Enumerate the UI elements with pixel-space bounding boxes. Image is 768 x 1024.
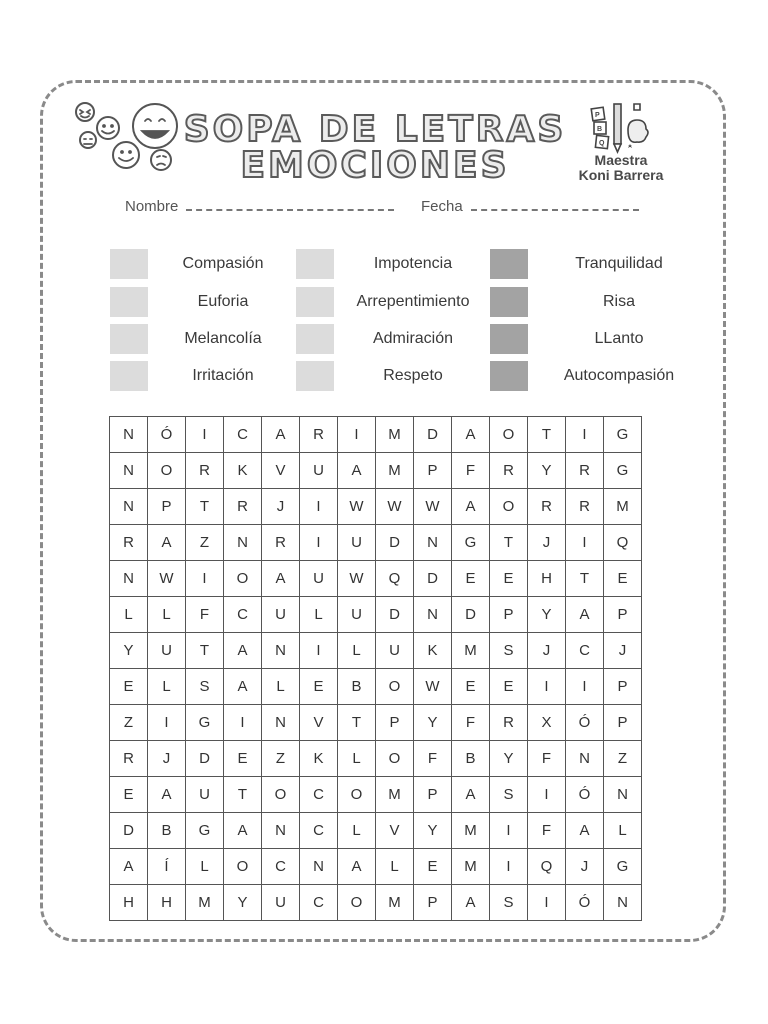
name-blank[interactable] xyxy=(186,197,394,211)
highlight-swatch[interactable] xyxy=(490,324,528,354)
grid-cell[interactable]: L xyxy=(338,741,376,777)
grid-cell[interactable]: X xyxy=(528,705,566,741)
grid-cell[interactable]: E xyxy=(452,669,490,705)
grid-cell[interactable]: K xyxy=(300,741,338,777)
grid-cell[interactable]: I xyxy=(300,525,338,561)
grid-cell[interactable]: Q xyxy=(528,849,566,885)
svg-text:P: P xyxy=(595,112,600,119)
grid-cell[interactable]: N xyxy=(110,561,148,597)
grid-cell[interactable]: P xyxy=(376,705,414,741)
grid-row xyxy=(110,885,642,921)
grid-cell[interactable]: C xyxy=(224,417,262,453)
word-item: Melancolía xyxy=(184,330,262,347)
grid-cell[interactable]: U xyxy=(338,597,376,633)
grid-cell[interactable]: H xyxy=(148,885,186,921)
grid-cell[interactable]: C xyxy=(300,813,338,849)
grid-cell[interactable]: J xyxy=(148,741,186,777)
grid-cell[interactable]: D xyxy=(376,525,414,561)
grid-cell[interactable]: A xyxy=(452,489,490,525)
word-item: LLanto xyxy=(594,330,644,347)
grid-cell[interactable]: I xyxy=(300,633,338,669)
word-item: Arrepentimiento xyxy=(356,293,470,310)
grid-cell[interactable]: L xyxy=(338,633,376,669)
grid-cell[interactable]: U xyxy=(262,885,300,921)
grid-cell[interactable]: E xyxy=(490,669,528,705)
grid-cell[interactable]: M xyxy=(604,489,642,525)
grid-cell[interactable]: Z xyxy=(604,741,642,777)
grid-cell[interactable]: A xyxy=(338,849,376,885)
grid-cell[interactable]: B xyxy=(148,813,186,849)
grid-cell[interactable]: N xyxy=(566,741,604,777)
grid-cell[interactable]: I xyxy=(528,669,566,705)
grid-cell[interactable]: I xyxy=(566,417,604,453)
grid-cell[interactable]: L xyxy=(376,849,414,885)
grid-cell[interactable]: H xyxy=(110,885,148,921)
grid-cell[interactable]: E xyxy=(414,849,452,885)
grid-cell[interactable]: C xyxy=(566,633,604,669)
grid-cell[interactable]: I xyxy=(186,417,224,453)
grid-cell[interactable]: Z xyxy=(186,525,224,561)
grid-cell[interactable]: K xyxy=(224,453,262,489)
word-item: Risa xyxy=(602,293,635,310)
grid-cell[interactable]: F xyxy=(452,705,490,741)
grid-cell[interactable]: L xyxy=(604,813,642,849)
grid-cell[interactable]: Y xyxy=(528,453,566,489)
grid-cell[interactable]: W xyxy=(414,489,452,525)
grid-cell[interactable]: G xyxy=(604,849,642,885)
grid-cell[interactable]: N xyxy=(604,885,642,921)
grid-cell[interactable]: A xyxy=(338,453,376,489)
grid-cell[interactable]: A xyxy=(224,669,262,705)
grid-cell[interactable]: T xyxy=(224,777,262,813)
grid-cell[interactable]: U xyxy=(148,633,186,669)
grid-cell[interactable]: D xyxy=(376,597,414,633)
grid-row xyxy=(110,489,642,525)
grid-row xyxy=(110,849,642,885)
grid-cell[interactable]: L xyxy=(300,597,338,633)
grid-cell[interactable]: C xyxy=(262,849,300,885)
date-blank[interactable] xyxy=(471,197,639,211)
word-row xyxy=(110,287,655,317)
grid-row xyxy=(110,741,642,777)
grid-cell[interactable]: O xyxy=(262,777,300,813)
grid-cell[interactable]: A xyxy=(110,849,148,885)
grid-cell[interactable]: R xyxy=(566,453,604,489)
grid-cell[interactable]: A xyxy=(452,777,490,813)
grid-cell[interactable]: Z xyxy=(262,741,300,777)
grid-cell[interactable]: I xyxy=(186,561,224,597)
title-line-1: SOPA DE LETRAS xyxy=(183,109,567,150)
grid-cell[interactable]: D xyxy=(110,813,148,849)
grid-cell[interactable]: S xyxy=(490,777,528,813)
word-item: Respeto xyxy=(383,367,443,384)
grid-row xyxy=(110,417,642,453)
grid-cell[interactable]: N xyxy=(262,813,300,849)
grid-cell[interactable]: R xyxy=(224,489,262,525)
grid-cell[interactable]: T xyxy=(186,633,224,669)
grid-cell[interactable]: N xyxy=(110,489,148,525)
grid-cell[interactable]: E xyxy=(452,561,490,597)
grid-cell[interactable]: Ó xyxy=(566,777,604,813)
grid-cell[interactable]: N xyxy=(224,525,262,561)
grid-cell[interactable]: V xyxy=(300,705,338,741)
brand-name-line-1: Maestra xyxy=(594,152,648,168)
highlight-swatch[interactable] xyxy=(490,249,528,279)
grid-cell[interactable]: O xyxy=(224,561,262,597)
grid-cell[interactable]: L xyxy=(148,597,186,633)
grid-cell[interactable]: R xyxy=(566,489,604,525)
grid-cell[interactable]: L xyxy=(186,849,224,885)
grid-row xyxy=(110,669,642,705)
grid-cell[interactable]: P xyxy=(414,453,452,489)
grid-cell[interactable]: F xyxy=(186,597,224,633)
grid-cell[interactable]: Q xyxy=(604,525,642,561)
name-field[interactable] xyxy=(125,197,394,215)
grid-cell[interactable]: M xyxy=(186,885,224,921)
grid-cell[interactable]: M xyxy=(376,453,414,489)
grid-cell[interactable]: S xyxy=(186,669,224,705)
grid-cell[interactable]: I xyxy=(566,525,604,561)
grid-cell[interactable]: D xyxy=(186,741,224,777)
grid-cell[interactable]: R xyxy=(110,741,148,777)
grid-row xyxy=(110,561,642,597)
grid-cell[interactable]: I xyxy=(338,417,376,453)
grid-cell[interactable]: Q xyxy=(376,561,414,597)
grid-cell[interactable]: A xyxy=(224,813,262,849)
grid-row xyxy=(110,777,642,813)
grid-cell[interactable]: J xyxy=(262,489,300,525)
word-row xyxy=(110,324,655,354)
svg-text:Q: Q xyxy=(599,140,605,147)
grid-cell[interactable]: T xyxy=(528,417,566,453)
grid-cell[interactable]: P xyxy=(148,489,186,525)
title-line-2: EMOCIONES xyxy=(240,145,510,186)
brand-name-line-2: Koni Barrera xyxy=(578,167,664,183)
highlight-swatch[interactable] xyxy=(490,287,528,317)
grid-cell[interactable]: I xyxy=(224,705,262,741)
grid-cell[interactable]: N xyxy=(414,525,452,561)
grid-cell[interactable]: U xyxy=(376,633,414,669)
grid-cell[interactable]: Ó xyxy=(566,705,604,741)
grid-cell[interactable]: A xyxy=(452,885,490,921)
grid-cell[interactable]: T xyxy=(490,525,528,561)
grid-cell[interactable]: L xyxy=(262,669,300,705)
grid-cell[interactable]: N xyxy=(110,417,148,453)
date-label: Fecha xyxy=(421,198,463,215)
grid-cell[interactable]: G xyxy=(604,417,642,453)
grid-cell[interactable]: L xyxy=(110,597,148,633)
grid-cell[interactable]: P xyxy=(604,705,642,741)
grid-cell[interactable]: E xyxy=(110,777,148,813)
grid-cell[interactable]: Y xyxy=(414,813,452,849)
grid-cell[interactable]: P xyxy=(490,597,528,633)
word-item: Compasión xyxy=(182,255,264,272)
grid-cell[interactable]: P xyxy=(604,597,642,633)
grid-cell[interactable]: C xyxy=(300,777,338,813)
grid-cell[interactable]: A xyxy=(224,633,262,669)
grid-cell[interactable]: O xyxy=(338,885,376,921)
grid-cell[interactable]: O xyxy=(490,417,528,453)
grid-cell[interactable]: A xyxy=(452,417,490,453)
grid-cell[interactable]: L xyxy=(338,813,376,849)
grid-cell[interactable]: E xyxy=(490,561,528,597)
grid-cell[interactable]: M xyxy=(452,633,490,669)
grid-cell[interactable]: N xyxy=(604,777,642,813)
grid-cell[interactable]: U xyxy=(262,597,300,633)
grid-cell[interactable]: Y xyxy=(414,705,452,741)
grid-cell[interactable]: Z xyxy=(110,705,148,741)
grid-cell[interactable]: D xyxy=(452,597,490,633)
grid-cell[interactable]: G xyxy=(186,813,224,849)
grid-row xyxy=(110,597,642,633)
grid-cell[interactable]: R xyxy=(490,705,528,741)
grid-cell[interactable]: O xyxy=(338,777,376,813)
grid-cell[interactable]: Y xyxy=(490,741,528,777)
grid-cell[interactable]: C xyxy=(224,597,262,633)
grid-cell[interactable]: M xyxy=(376,417,414,453)
grid-cell[interactable]: R xyxy=(262,525,300,561)
word-item: Impotencia xyxy=(373,255,453,272)
grid-cell[interactable]: F xyxy=(528,741,566,777)
grid-cell[interactable]: G xyxy=(186,705,224,741)
grid-cell[interactable]: F xyxy=(414,741,452,777)
name-label: Nombre xyxy=(125,198,179,215)
grid-row xyxy=(110,813,642,849)
grid-cell[interactable]: E xyxy=(300,669,338,705)
grid-cell[interactable]: N xyxy=(414,597,452,633)
grid-cell[interactable]: I xyxy=(490,849,528,885)
grid-cell[interactable]: J xyxy=(604,633,642,669)
grid-cell[interactable]: I xyxy=(490,813,528,849)
grid-cell[interactable]: R xyxy=(300,417,338,453)
grid-cell[interactable]: N xyxy=(300,849,338,885)
grid-cell[interactable]: M xyxy=(452,813,490,849)
word-row xyxy=(110,361,675,391)
grid-cell[interactable]: O xyxy=(490,489,528,525)
grid-cell[interactable]: S xyxy=(490,633,528,669)
grid-cell[interactable]: W xyxy=(338,561,376,597)
grid-cell[interactable]: A xyxy=(262,417,300,453)
grid-cell[interactable]: M xyxy=(452,849,490,885)
grid-cell[interactable]: I xyxy=(566,669,604,705)
grid-cell[interactable]: M xyxy=(376,777,414,813)
grid-cell[interactable]: P xyxy=(604,669,642,705)
grid-cell[interactable]: F xyxy=(528,813,566,849)
grid-cell[interactable]: T xyxy=(566,561,604,597)
grid-cell[interactable]: P xyxy=(414,777,452,813)
grid-cell[interactable]: W xyxy=(414,669,452,705)
grid-cell[interactable]: R xyxy=(110,525,148,561)
grid-cell[interactable]: N xyxy=(262,633,300,669)
grid-cell[interactable]: A xyxy=(148,777,186,813)
grid-cell[interactable]: N xyxy=(262,705,300,741)
grid-cell[interactable]: R xyxy=(490,453,528,489)
grid-cell[interactable]: O xyxy=(376,741,414,777)
grid-cell[interactable]: A xyxy=(566,813,604,849)
grid-cell[interactable]: V xyxy=(376,813,414,849)
grid-cell[interactable]: V xyxy=(262,453,300,489)
grid-cell[interactable]: W xyxy=(148,561,186,597)
grid-cell[interactable]: Y xyxy=(528,597,566,633)
letter-grid xyxy=(109,416,642,921)
grid-cell[interactable]: D xyxy=(414,417,452,453)
grid-cell[interactable]: W xyxy=(376,489,414,525)
grid-cell[interactable]: U xyxy=(300,453,338,489)
grid-cell[interactable]: W xyxy=(338,489,376,525)
grid-cell[interactable]: E xyxy=(224,741,262,777)
word-item: Euforia xyxy=(197,293,249,310)
grid-cell[interactable]: Ó xyxy=(148,417,186,453)
grid-cell[interactable]: J xyxy=(566,849,604,885)
grid-cell[interactable]: K xyxy=(414,633,452,669)
word-item: Irritación xyxy=(192,367,254,384)
grid-cell[interactable]: J xyxy=(528,525,566,561)
grid-cell[interactable]: B xyxy=(338,669,376,705)
grid-cell[interactable]: R xyxy=(186,453,224,489)
grid-cell[interactable]: M xyxy=(376,885,414,921)
grid-cell[interactable]: L xyxy=(148,669,186,705)
grid-cell[interactable]: R xyxy=(528,489,566,525)
grid-cell[interactable]: U xyxy=(300,561,338,597)
grid-cell[interactable]: Y xyxy=(224,885,262,921)
grid-cell[interactable]: G xyxy=(452,525,490,561)
word-list xyxy=(110,249,675,394)
grid-row xyxy=(110,453,642,489)
grid-cell[interactable]: A xyxy=(262,561,300,597)
grid-cell[interactable]: G xyxy=(604,453,642,489)
grid-cell[interactable]: J xyxy=(528,633,566,669)
grid-cell[interactable]: F xyxy=(452,453,490,489)
grid-cell[interactable]: P xyxy=(414,885,452,921)
grid-cell[interactable]: O xyxy=(376,669,414,705)
grid-cell[interactable]: O xyxy=(224,849,262,885)
grid-cell[interactable]: I xyxy=(300,489,338,525)
date-field[interactable] xyxy=(421,197,639,215)
grid-cell[interactable]: U xyxy=(186,777,224,813)
grid-cell[interactable]: S xyxy=(490,885,528,921)
grid-cell[interactable]: Í xyxy=(148,849,186,885)
grid-cell[interactable]: D xyxy=(414,561,452,597)
word-item: Autocompasión xyxy=(563,367,675,384)
grid-cell[interactable]: T xyxy=(186,489,224,525)
word-item: Tranquilidad xyxy=(575,255,663,272)
grid-cell[interactable]: O xyxy=(148,453,186,489)
grid-cell[interactable]: U xyxy=(338,525,376,561)
grid-cell[interactable]: A xyxy=(566,597,604,633)
grid-cell[interactable]: I xyxy=(528,777,566,813)
grid-cell[interactable]: A xyxy=(148,525,186,561)
grid-cell[interactable]: E xyxy=(604,561,642,597)
grid-row xyxy=(110,525,642,561)
word-row xyxy=(110,249,663,279)
grid-cell[interactable]: N xyxy=(110,453,148,489)
grid-cell[interactable]: Ó xyxy=(566,885,604,921)
grid-row xyxy=(110,705,642,741)
grid-cell[interactable]: T xyxy=(338,705,376,741)
grid-cell[interactable]: Y xyxy=(110,633,148,669)
grid-cell[interactable]: B xyxy=(452,741,490,777)
book-pencil-brain-icon xyxy=(586,100,656,154)
grid-cell[interactable]: E xyxy=(110,669,148,705)
grid-cell[interactable]: I xyxy=(528,885,566,921)
grid-cell[interactable]: C xyxy=(300,885,338,921)
word-item: Admiración xyxy=(372,330,454,347)
svg-text:B: B xyxy=(597,126,603,133)
grid-cell[interactable]: H xyxy=(528,561,566,597)
grid-cell[interactable]: I xyxy=(148,705,186,741)
highlight-swatch[interactable] xyxy=(490,361,528,391)
grid-row xyxy=(110,633,642,669)
